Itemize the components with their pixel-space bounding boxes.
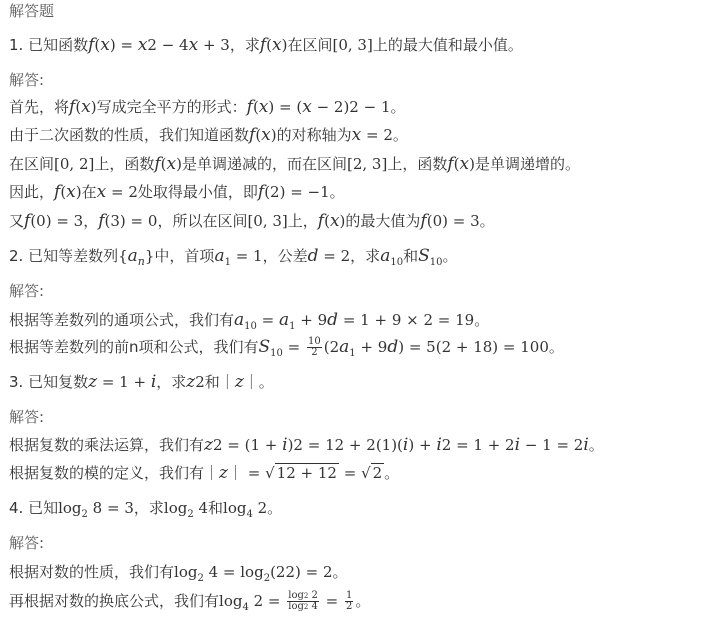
- solution-label: 解答:: [9, 534, 45, 552]
- q1-step-2: 由于二次函数的性质，我们知道函数f(x)的对称轴为x = 2。: [9, 125, 408, 145]
- question-4: 4. 已知$\log_2 8 = 3$，求$\log_2 4$和$\log_4 2$。: [9, 499, 283, 520]
- question-2: 2. 已知等差数列$\{a_n\}$中，首项$a_1 = 1$，公差d = 2，求$a_{10}$和$S_{10}$。: [9, 246, 458, 268]
- solution-label: 解答:: [9, 408, 45, 426]
- q1-step-5: 又f(0) = 3，f(3) = 0，所以在区间[0, 3]上，f(x)的最大值为f(0) = 3。: [9, 211, 495, 231]
- q2-step-1: 根据等差数列的通项公式，我们有$a_{10} = a_1 + 9d = 1 + 9 \times 2 = 19$。: [9, 310, 490, 332]
- q4-step-1: 根据对数的性质，我们有$\log_2 4 = \log_2(22) = 2$。: [9, 563, 348, 584]
- question-3: 3. 已知复数z = 1 + i，求z2和｜z｜。: [9, 372, 274, 392]
- solution-label: 解答:: [9, 71, 45, 89]
- question-1: 1. 已知函数f(x) = x2 − 4x + 3，求f(x)在区间[0, 3]上的最大值和最小值。: [9, 35, 523, 55]
- q2-step-2: 根据等差数列的前n项和公式，我们有$S_{10}$ = $\frac{10}{2}$ $(2a_1 + 9d) = 5(2 + 18) = 100$。: [9, 336, 564, 359]
- q4-step-2: 再根据对数的换底公式，我们有$\log_4 2$ = $\frac{\log 2 2}{\log 2 4}$ = $\frac{1}{2}$ 。: [9, 590, 371, 613]
- q1-step-1: 首先，将f(x)写成完全平方的形式：f(x) = (x − 2)2 − 1。: [9, 97, 406, 117]
- q1-step-3: 在区间[0, 2]上，函数f(x)是单调递减的，而在区间[2, 3]上，函数f(x)是单调递增的。: [9, 154, 580, 174]
- q1-step-4: 因此，f(x)在x = 2处取得最小值，即f(2) = −1。: [9, 182, 345, 202]
- solution-label: 解答:: [9, 282, 45, 300]
- q3-step-2: 根据复数的模的定义，我们有｜z｜ = √ 12 + 12 = √ 2 。: [9, 463, 400, 483]
- q3-step-1: 根据复数的乘法运算，我们有z2 = (1 + i)2 = 12 + 2(1)(i) + i2 = 1 + 2i − 1 = 2i。: [9, 435, 604, 455]
- section-heading: 解答题: [9, 2, 55, 20]
